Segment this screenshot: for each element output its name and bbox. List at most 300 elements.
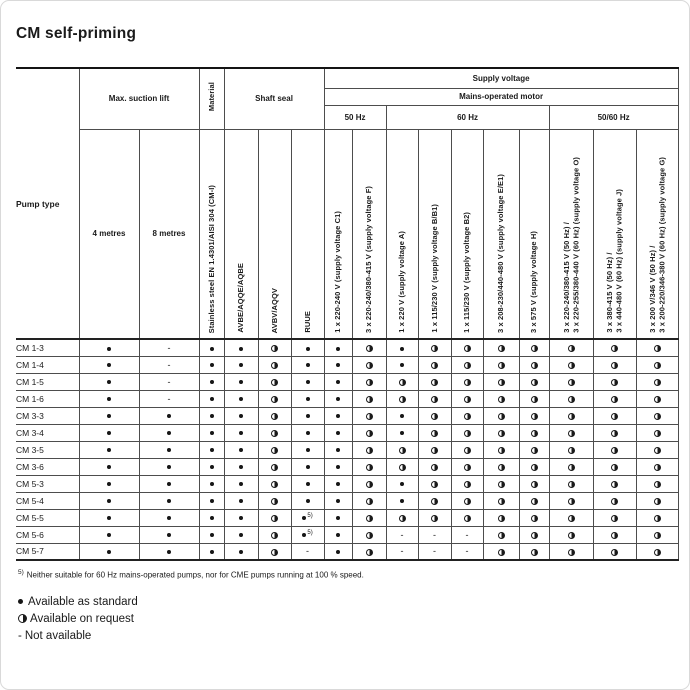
availability-cell — [519, 458, 549, 475]
on-request-ring-icon — [611, 430, 618, 437]
availability-cell — [224, 492, 258, 509]
on-request-ring-icon — [568, 430, 575, 437]
on-request-ring-icon — [464, 464, 471, 471]
on-request-ring-icon — [531, 549, 538, 556]
on-request-ring-icon — [531, 379, 538, 386]
availability-cell — [418, 543, 451, 560]
standard-dot-icon — [239, 533, 243, 537]
on-request-ring-icon — [611, 413, 618, 420]
legend-label-standard: Available as standard — [28, 595, 138, 608]
availability-cell — [418, 373, 451, 390]
availability-cell — [324, 509, 352, 526]
availability-cell — [636, 339, 678, 356]
standard-dot-icon — [167, 465, 171, 469]
availability-cell — [418, 492, 451, 509]
availability-cell — [549, 509, 593, 526]
availability-cell — [352, 509, 386, 526]
availability-cell — [352, 424, 386, 441]
availability-cell — [79, 543, 139, 560]
availability-cell — [79, 373, 139, 390]
suction-8-metres-header: 8 metres — [139, 129, 199, 339]
availability-cell — [483, 526, 519, 543]
availability-cell — [483, 424, 519, 441]
standard-dot-icon — [306, 347, 310, 351]
on-request-ring-icon — [531, 345, 538, 352]
on-request-ring-icon — [498, 532, 505, 539]
availability-table-body — [16, 339, 678, 560]
on-request-ring-icon — [464, 413, 471, 420]
on-request-ring-icon — [366, 549, 373, 556]
voltage-c1-header: 1 x 220-240 V (supply voltage C1) — [324, 129, 352, 339]
on-request-ring-icon — [366, 498, 373, 505]
availability-cell — [352, 339, 386, 356]
on-request-ring-icon — [654, 532, 661, 539]
on-request-ring-icon — [611, 481, 618, 488]
standard-dot-icon — [107, 516, 111, 520]
standard-dot-icon — [336, 347, 340, 351]
availability-cell — [549, 390, 593, 407]
on-request-ring-icon — [498, 379, 505, 386]
availability-cell — [199, 339, 224, 356]
availability-cell — [636, 441, 678, 458]
standard-dot-icon — [210, 363, 214, 367]
availability-cell — [418, 509, 451, 526]
footnote — [18, 569, 677, 580]
standard-dot-icon — [239, 397, 243, 401]
on-request-ring-icon — [654, 430, 661, 437]
standard-dot-icon — [210, 347, 214, 351]
availability-cell — [224, 424, 258, 441]
standard-dot-icon — [336, 414, 340, 418]
on-request-ring-icon — [498, 549, 505, 556]
availability-cell — [519, 339, 549, 356]
availability-cell — [258, 492, 291, 509]
on-request-ring-icon — [568, 498, 575, 505]
availability-cell — [519, 424, 549, 441]
availability-cell — [451, 475, 483, 492]
standard-dot-icon — [336, 499, 340, 503]
availability-cell — [519, 441, 549, 458]
availability-cell — [139, 407, 199, 424]
availability-cell — [386, 356, 418, 373]
freq-60hz-header: 60 Hz — [386, 105, 549, 129]
on-request-ring-icon — [431, 464, 438, 471]
on-request-ring-icon — [498, 464, 505, 471]
availability-cell — [324, 373, 352, 390]
standard-dot-icon — [336, 397, 340, 401]
not-available-dash: - — [167, 342, 171, 353]
availability-cell — [549, 492, 593, 509]
availability-cell — [139, 526, 199, 543]
not-available-dash: - — [433, 529, 437, 540]
availability-cell — [139, 373, 199, 390]
availability-cell — [593, 492, 636, 509]
availability-cell — [549, 475, 593, 492]
pump-type-cell: CM 3-4 — [16, 424, 79, 441]
standard-dot-icon — [336, 380, 340, 384]
suction-4-metres-header: 4 metres — [79, 129, 139, 339]
on-request-ring-icon — [568, 464, 575, 471]
on-request-ring-icon — [531, 515, 538, 522]
availability-cell — [451, 373, 483, 390]
availability-cell — [79, 407, 139, 424]
availability-cell — [386, 339, 418, 356]
availability-cell — [593, 526, 636, 543]
on-request-ring-icon — [271, 396, 278, 403]
on-request-ring-icon — [498, 345, 505, 352]
standard-dot-icon — [306, 499, 310, 503]
not-available-dash: - — [465, 546, 469, 557]
on-request-ring-icon — [271, 447, 278, 454]
on-request-ring-icon — [654, 498, 661, 505]
standard-dot-icon — [210, 397, 214, 401]
on-request-ring-icon — [611, 345, 618, 352]
on-request-ring-icon — [431, 515, 438, 522]
on-request-ring-icon — [498, 430, 505, 437]
max-suction-lift-header: Max. suction lift — [79, 68, 199, 129]
availability-cell — [593, 356, 636, 373]
availability-cell — [549, 424, 593, 441]
availability-cell — [636, 475, 678, 492]
availability-cell — [352, 492, 386, 509]
on-request-ring-icon — [654, 362, 661, 369]
availability-cell — [324, 458, 352, 475]
on-request-ring-icon — [611, 362, 618, 369]
availability-cell — [593, 339, 636, 356]
on-request-ring-icon — [611, 549, 618, 556]
standard-dot-icon — [239, 431, 243, 435]
standard-dot-icon — [167, 431, 171, 435]
on-request-ring-icon — [654, 481, 661, 488]
standard-dot-icon — [107, 465, 111, 469]
seal-avbe-header: AVBE/AQQE/AQBE — [224, 129, 258, 339]
standard-dot-icon — [239, 550, 243, 554]
standard-dot-icon — [167, 499, 171, 503]
on-request-ring-icon — [498, 481, 505, 488]
availability-cell — [324, 492, 352, 509]
legend-item-standard — [18, 594, 677, 610]
standard-dot-icon — [210, 482, 214, 486]
not-available-dash-icon: - — [18, 629, 22, 642]
standard-dot-icon — [336, 533, 340, 537]
on-request-ring-icon — [568, 379, 575, 386]
on-request-ring-icon — [654, 549, 661, 556]
on-request-ring-icon — [464, 498, 471, 505]
availability-cell — [199, 424, 224, 441]
availability-cell — [199, 373, 224, 390]
availability-cell — [636, 424, 678, 441]
supply-voltage-header: Supply voltage — [324, 68, 678, 88]
availability-cell — [199, 458, 224, 475]
legend — [18, 594, 677, 644]
pump-row-cm-3-3 — [16, 407, 678, 424]
availability-cell — [199, 509, 224, 526]
availability-cell — [258, 407, 291, 424]
availability-cell — [636, 509, 678, 526]
not-available-dash: - — [167, 393, 171, 404]
on-request-ring-icon — [271, 515, 278, 522]
availability-cell — [483, 475, 519, 492]
availability-cell — [451, 492, 483, 509]
availability-cell — [593, 475, 636, 492]
availability-cell — [519, 356, 549, 373]
availability-cell — [593, 390, 636, 407]
availability-cell — [79, 424, 139, 441]
availability-cell — [79, 475, 139, 492]
on-request-ring-icon — [498, 447, 505, 454]
availability-cell — [519, 390, 549, 407]
standard-dot-icon — [306, 414, 310, 418]
availability-cell — [418, 356, 451, 373]
on-request-ring-icon — [498, 362, 505, 369]
standard-dot-icon — [239, 516, 243, 520]
availability-cell — [451, 526, 483, 543]
on-request-ring-icon — [366, 413, 373, 420]
pump-row-cm-3-6 — [16, 458, 678, 475]
availability-cell — [199, 407, 224, 424]
availability-cell — [139, 390, 199, 407]
availability-cell — [593, 458, 636, 475]
availability-cell — [291, 526, 324, 543]
on-request-ring-icon — [531, 413, 538, 420]
availability-cell — [483, 509, 519, 526]
on-request-ring-icon — [568, 447, 575, 454]
standard-dot-icon — [107, 550, 111, 554]
availability-cell — [224, 526, 258, 543]
on-request-ring-icon — [654, 464, 661, 471]
availability-cell — [199, 492, 224, 509]
availability-cell — [139, 475, 199, 492]
availability-cell — [483, 407, 519, 424]
availability-cell — [79, 441, 139, 458]
availability-cell — [352, 390, 386, 407]
availability-cell — [593, 424, 636, 441]
pump-row-cm-3-4 — [16, 424, 678, 441]
availability-cell — [324, 407, 352, 424]
availability-cell — [258, 424, 291, 441]
standard-dot-icon — [336, 448, 340, 452]
on-request-ring-icon — [431, 498, 438, 505]
availability-cell — [451, 390, 483, 407]
standard-dot-icon — [400, 499, 404, 503]
pump-type-cell: CM 1-6 — [16, 390, 79, 407]
on-request-ring-icon — [568, 481, 575, 488]
standard-dot-icon — [210, 465, 214, 469]
availability-cell — [324, 339, 352, 356]
voltage-f-header: 3 x 220-240/380-415 V (supply voltage F) — [352, 129, 386, 339]
availability-cell — [636, 458, 678, 475]
standard-dot-icon — [107, 347, 111, 351]
standard-dot-icon — [239, 499, 243, 503]
availability-cell — [451, 407, 483, 424]
availability-cell — [224, 339, 258, 356]
not-available-dash: - — [167, 376, 171, 387]
on-request-ring-icon — [531, 481, 538, 488]
availability-cell — [519, 373, 549, 390]
standard-dot-icon — [336, 482, 340, 486]
availability-cell — [139, 356, 199, 373]
availability-cell — [139, 492, 199, 509]
on-request-ring-icon — [271, 481, 278, 488]
standard-dot-icon — [210, 414, 214, 418]
on-request-ring-icon — [568, 345, 575, 352]
standard-dot-icon — [210, 516, 214, 520]
availability-cell — [199, 475, 224, 492]
voltage-b-b1-header: 1 x 115/230 V (supply voltage B/B1) — [418, 129, 451, 339]
availability-cell — [224, 390, 258, 407]
availability-cell — [483, 390, 519, 407]
standard-dot-icon — [239, 482, 243, 486]
not-available-dash: - — [433, 546, 437, 557]
on-request-ring-icon — [366, 447, 373, 454]
availability-cell — [324, 475, 352, 492]
on-request-ring-icon — [18, 614, 27, 623]
pump-type-cell: CM 1-3 — [16, 339, 79, 356]
standard-dot-icon — [400, 431, 404, 435]
availability-cell — [483, 543, 519, 560]
availability-cell — [636, 492, 678, 509]
standard-dot-icon — [210, 499, 214, 503]
on-request-ring-icon — [399, 396, 406, 403]
voltage-j-header: 3 x 380-415 V (50 Hz) / 3 x 440-480 V (60 Hz) (supply voltage J) — [593, 129, 636, 339]
availability-cell — [258, 509, 291, 526]
availability-cell — [199, 441, 224, 458]
header-row-columns — [16, 129, 678, 339]
availability-cell — [386, 390, 418, 407]
standard-dot-icon — [302, 516, 306, 520]
on-request-ring-icon — [464, 481, 471, 488]
pump-type-cell: CM 1-5 — [16, 373, 79, 390]
availability-cell — [199, 390, 224, 407]
on-request-ring-icon — [611, 396, 618, 403]
on-request-ring-icon — [464, 345, 471, 352]
availability-cell — [224, 356, 258, 373]
availability-cell — [519, 492, 549, 509]
availability-cell — [79, 492, 139, 509]
on-request-ring-icon — [568, 413, 575, 420]
pump-type-cell: CM 3-3 — [16, 407, 79, 424]
standard-dot-icon — [306, 482, 310, 486]
on-request-ring-icon — [498, 515, 505, 522]
availability-cell — [418, 407, 451, 424]
availability-cell — [224, 441, 258, 458]
availability-cell — [291, 475, 324, 492]
availability-cell — [324, 424, 352, 441]
availability-cell — [549, 543, 593, 560]
availability-cell — [224, 475, 258, 492]
on-request-ring-icon — [568, 396, 575, 403]
on-request-ring-icon — [611, 532, 618, 539]
on-request-ring-icon — [271, 464, 278, 471]
pump-row-cm-5-3 — [16, 475, 678, 492]
voltage-o-header: 3 x 220-240/380-415 V (50 Hz) / 3 x 220-255/380-440 V (60 Hz) (supply voltage O) — [549, 129, 593, 339]
standard-dot-icon — [400, 482, 404, 486]
on-request-ring-icon — [366, 345, 373, 352]
on-request-ring-icon — [464, 396, 471, 403]
on-request-ring-icon — [611, 515, 618, 522]
availability-cell — [291, 407, 324, 424]
availability-cell — [224, 373, 258, 390]
voltage-b2-header: 1 x 115/230 V (supply voltage B2) — [451, 129, 483, 339]
availability-cell — [451, 509, 483, 526]
on-request-ring-icon — [654, 447, 661, 454]
pump-type-cell: CM 5-3 — [16, 475, 79, 492]
standard-dot-icon — [306, 431, 310, 435]
on-request-ring-icon — [531, 430, 538, 437]
availability-cell — [291, 492, 324, 509]
footnote-ref: 5) — [307, 529, 313, 536]
availability-cell — [386, 526, 418, 543]
standard-dot-icon — [107, 363, 111, 367]
on-request-ring-icon — [271, 379, 278, 386]
pump-row-cm-1-4 — [16, 356, 678, 373]
not-available-dash: - — [400, 546, 404, 557]
availability-cell — [352, 441, 386, 458]
availability-cell — [324, 356, 352, 373]
on-request-ring-icon — [531, 498, 538, 505]
availability-cell — [636, 390, 678, 407]
standard-dot-icon — [306, 397, 310, 401]
availability-cell — [258, 339, 291, 356]
availability-cell — [483, 458, 519, 475]
pump-type-cell: CM 5-6 — [16, 526, 79, 543]
standard-dot-icon — [336, 431, 340, 435]
standard-dot-icon — [167, 482, 171, 486]
on-request-ring-icon — [611, 379, 618, 386]
legend-label-not-available: Not available — [24, 629, 92, 642]
availability-cell — [258, 526, 291, 543]
standard-dot-icon — [210, 533, 214, 537]
standard-dot-icon — [107, 414, 111, 418]
availability-cell — [79, 356, 139, 373]
standard-dot-icon — [239, 363, 243, 367]
availability-cell — [418, 424, 451, 441]
on-request-ring-icon — [271, 362, 278, 369]
on-request-ring-icon — [531, 396, 538, 403]
availability-cell — [593, 373, 636, 390]
availability-cell — [291, 424, 324, 441]
on-request-ring-icon — [654, 413, 661, 420]
on-request-ring-icon — [568, 515, 575, 522]
legend-item-not-available — [18, 628, 677, 644]
on-request-ring-icon — [366, 464, 373, 471]
availability-cell — [483, 339, 519, 356]
availability-cell — [352, 458, 386, 475]
on-request-ring-icon — [431, 362, 438, 369]
standard-dot-icon — [400, 363, 404, 367]
availability-cell — [291, 356, 324, 373]
availability-cell — [636, 543, 678, 560]
standard-dot-icon — [302, 533, 306, 537]
not-available-dash: - — [167, 359, 171, 370]
pump-type-cell: CM 5-7 — [16, 543, 79, 560]
on-request-ring-icon — [431, 379, 438, 386]
availability-cell — [519, 475, 549, 492]
standard-dot-icon — [336, 550, 340, 554]
availability-cell — [386, 543, 418, 560]
on-request-ring-icon — [366, 362, 373, 369]
on-request-ring-icon — [399, 447, 406, 454]
standard-dot-icon — [210, 380, 214, 384]
standard-dot-icon — [306, 363, 310, 367]
not-available-dash: - — [306, 546, 310, 557]
availability-cell — [593, 509, 636, 526]
on-request-ring-icon — [464, 362, 471, 369]
availability-cell — [451, 339, 483, 356]
standard-dot-icon — [167, 448, 171, 452]
on-request-ring-icon — [431, 430, 438, 437]
pump-type-cell: CM 3-5 — [16, 441, 79, 458]
